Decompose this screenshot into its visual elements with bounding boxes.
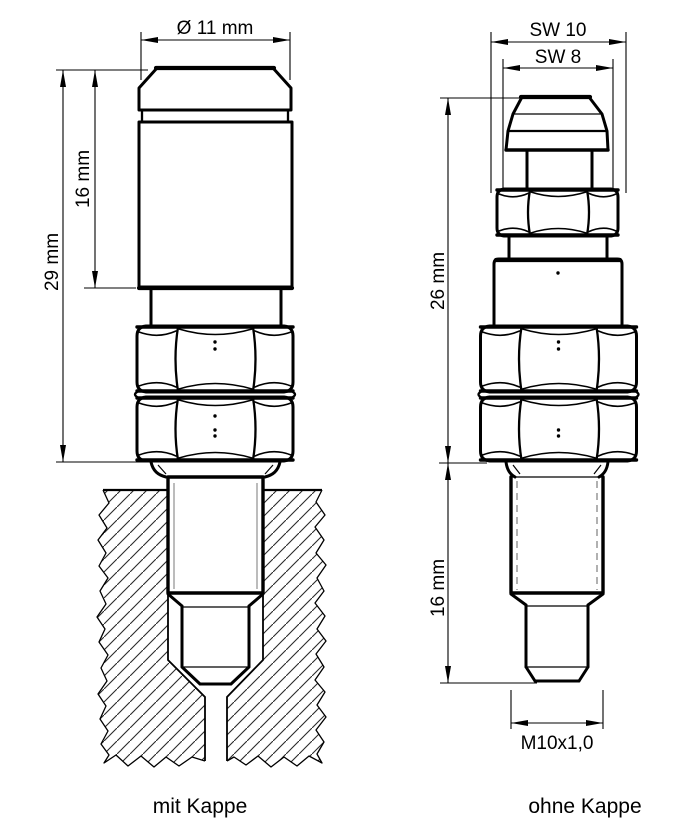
dim-label-overall-height: 29 mm bbox=[42, 232, 63, 292]
dim-label-sw10: SW 10 bbox=[529, 20, 587, 41]
dim-label-cap-height: 16 mm bbox=[73, 149, 94, 209]
left-view-caption: mit Kappe bbox=[152, 795, 248, 818]
dim-label-thread-length: 16 mm bbox=[428, 558, 449, 618]
dim-label-thread-spec: M10x1,0 bbox=[520, 733, 594, 754]
cylinder-center-mark bbox=[556, 271, 559, 274]
right-view-caption: ohne Kappe bbox=[528, 795, 642, 818]
dim-label-sw8: SW 8 bbox=[534, 47, 582, 68]
hex-center-mark bbox=[213, 414, 216, 417]
dim-label-diameter: Ø 11 mm bbox=[176, 18, 254, 39]
dim-label-upper-length: 26 mm bbox=[428, 251, 449, 311]
